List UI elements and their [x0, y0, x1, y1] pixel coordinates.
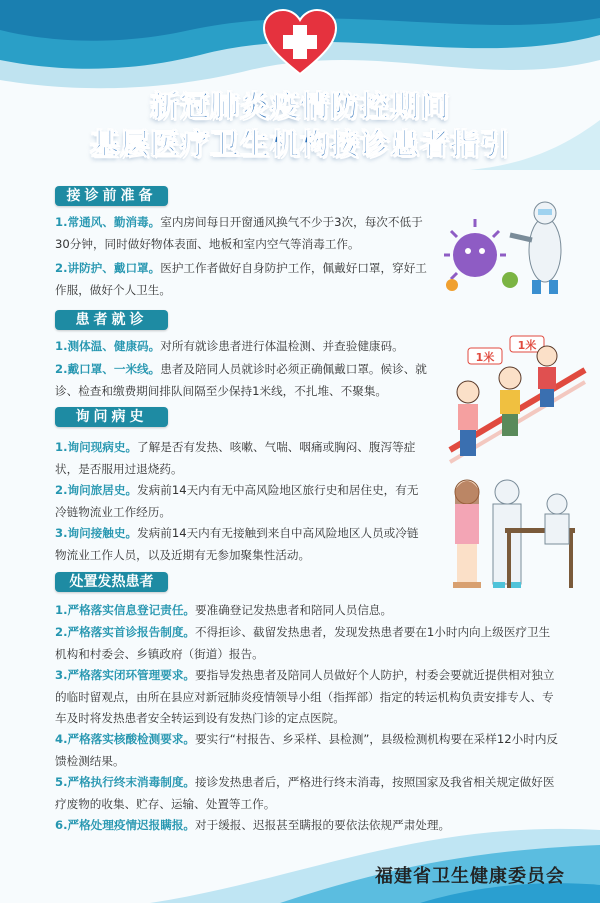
list-item	[55, 522, 430, 566]
item-text: 对于缓报、迟报甚至瞒报的要依法依规严肃处理。	[195, 818, 451, 832]
section-header-fever-patients: 处置发热患者	[55, 572, 168, 592]
list-item	[55, 815, 560, 837]
item-text: 要实行“村报告、乡采样、县检测”，县级检测机构要在采样12小时内反馈检测结果。	[55, 732, 559, 768]
distance-label-2: 1米	[517, 339, 537, 352]
section-header-preparation: 接诊前准备	[55, 186, 168, 206]
item-text: 要指导发热患者及陪同人员做好个人防护，村委会要就近提供相对独立的临时留观点，由所在县应对新冠肺炎疫情领导小组（指挥部）指定的转运机构负责安排专人、专车及时将发热患者安全转运到设有发热门诊的定点医院。	[55, 668, 555, 725]
item-key: 2.询问旅居史。	[55, 483, 138, 497]
list-item	[55, 622, 560, 665]
item-key: 4.严格落实核酸检测要求。	[55, 732, 196, 746]
item-key: 5.严格执行终末消毒制度。	[55, 775, 196, 789]
item-text: 了解是否有发热、咳嗽、气喘、咽痛或胸闷、腹泻等症状，是否服用过退烧药。	[55, 440, 416, 476]
list-item	[55, 665, 560, 730]
item-text: 对所有就诊患者进行体温检测、并查验健康码。	[160, 339, 404, 353]
title-line-1: 新冠肺炎疫情防控期间	[149, 89, 450, 123]
list-item	[55, 479, 430, 523]
title-line-2: 基层医疗卫生机构接诊患者指引	[89, 127, 510, 161]
item-text: 医护工作者做好自身防护工作，佩戴好口罩，穿好工作服，做好个人卫生。	[55, 261, 427, 297]
item-key: 2.戴口罩、一米线。	[55, 362, 161, 376]
doctor-consultation-illustration	[445, 470, 595, 600]
list-item	[55, 211, 430, 255]
item-text: 接诊发热患者后，严格进行终末消毒，按照国家及我省相关规定做好医疗废物的收集、贮存、运输、处置等工作。	[55, 775, 555, 811]
item-text: 室内房间每日开窗通风换气不少于3次，每次不低于30分钟，同时做好物体表面、地板和室内空气等消毒工作。	[55, 215, 423, 251]
item-text: 患者及陪同人员就诊时必须正确佩戴口罩。候诊、就诊、检查和缴费期间排队间隔至少保持1米线，不扎堆、不聚集。	[55, 362, 427, 398]
item-key: 3.严格落实闭环管理要求。	[55, 668, 196, 682]
section-header-history: 询问病史	[55, 407, 168, 427]
item-key: 6.严格处理疫情迟报瞒报。	[55, 818, 196, 832]
item-key: 1.询问现病史。	[55, 440, 138, 454]
list-item	[55, 729, 560, 772]
item-text: 不得拒诊、截留发热患者，发现发热患者要在1小时内向上级医疗卫生机构和村委会、乡镇政府（街道）报告。	[55, 625, 551, 661]
list-item	[55, 335, 430, 357]
item-key: 1.测体温、健康码。	[55, 339, 161, 353]
item-key: 2.讲防护、戴口罩。	[55, 261, 161, 275]
list-item	[55, 436, 430, 480]
one-meter-distance-illustration	[440, 330, 590, 470]
distance-label-1: 1米	[475, 351, 495, 364]
section-header-patient-visit: 患者就诊	[55, 310, 168, 330]
item-key: 2.严格落实首诊报告制度。	[55, 625, 196, 639]
list-item	[55, 358, 430, 402]
item-text: 要准确登记发热患者和陪同人员信息。	[195, 603, 393, 617]
item-text: 发病前14天内有无接触到来自中高风险地区人员或冷链物流业工作人员，以及近期有无参加聚集性活动。	[55, 526, 419, 562]
list-item	[55, 600, 560, 622]
list-item	[55, 257, 430, 301]
item-key: 1.严格落实信息登记责任。	[55, 603, 196, 617]
footer-organization: 福建省卫生健康委员会	[375, 866, 565, 887]
heart-red-cross-icon	[262, 8, 338, 76]
disinfecting-virus-illustration	[440, 195, 580, 300]
list-item	[55, 772, 560, 815]
item-key: 1.常通风、勤消毒。	[55, 215, 161, 229]
item-text: 发病前14天内有无中高风险地区旅行史和居住史，有无冷链物流业工作经历。	[55, 483, 419, 519]
item-key: 3.询问接触史。	[55, 526, 138, 540]
